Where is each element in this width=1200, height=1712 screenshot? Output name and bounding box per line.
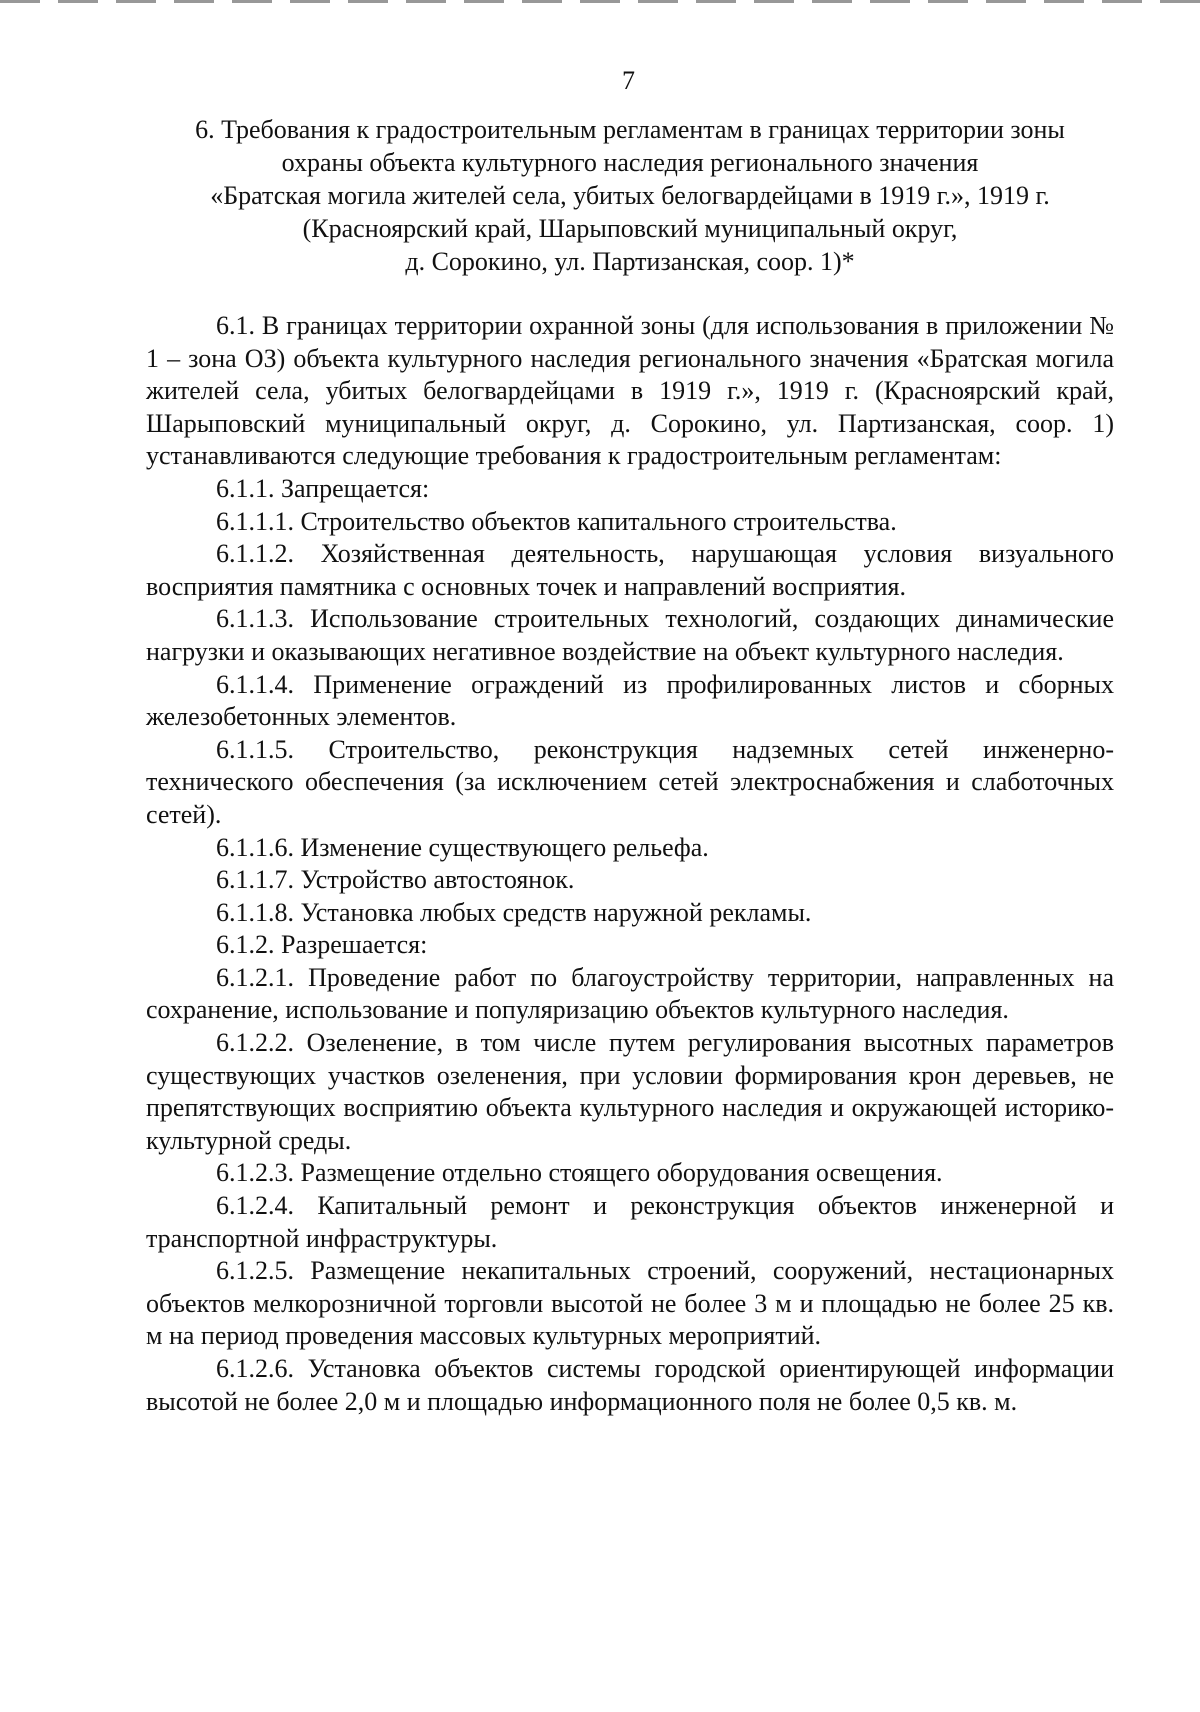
heading-line: д. Сорокино, ул. Партизанская, соор. 1)* [405,247,855,276]
paragraph-6-1-2-5: 6.1.2.5. Размещение некапитальных строений, сооружений, нестационарных объектов мелкорозничной торговли высотой не более 3 м и площадью не более 25 кв. м на период проведения массовых культурных мероприятий. [146,1256,1114,1351]
paragraph-6-1-1: 6.1.1. Запрещается: [216,473,430,503]
paragraph-6-1-2: 6.1.2. Разрешается: [216,930,428,960]
paragraph-6-1-1-2: 6.1.1.2. Хозяйственная деятельность, нарушающая условия визуального восприятия памятника с основных точек и направлений восприятия. [146,539,1114,601]
paragraph-6-1: 6.1. В границах территории охранной зоны (для использования в приложении № 1 – зона ОЗ) объекта культурного наследия регионального значения «Братская могила жителей села, убитых белогвардейцами в 1919 г.», 1919 г. (Красноярский край, Шарыповский муниципальный округ, д. Сорокино, ул. Партизанская, соор. 1) устанавливаются следующие требования к градостроительным регламентам: [146,311,1114,471]
section-heading [146,113,1114,278]
paragraph-6-1-2-1: 6.1.2.1. Проведение работ по благоустройству территории, направленных на сохранение, использование и популяризацию объектов культурного наследия. [146,962,1114,1025]
paragraph-6-1-1-3: 6.1.1.3. Использование строительных технологий, создающих динамические нагрузки и оказывающих негативное воздействие на объект культурного наследия. [146,604,1114,666]
paragraph-6-1-2-3: 6.1.2.3. Размещение отдельно стоящего оборудования освещения. [216,1158,943,1188]
paragraph-6-1-1-5: 6.1.1.5. Строительство, реконструкция надземных сетей инженерно-технического обеспечения (за исключением сетей электроснабжения и слаботочных сетей). [146,734,1114,829]
paragraph-6-1-1-1: 6.1.1.1. Строительство объектов капитального строительства. [216,506,897,536]
paragraph-6-1-2-6: 6.1.2.6. Установка объектов системы городской ориентирующей информации высотой не более 2,0 м и площадью информационного поля не более 0,5 кв. м. [146,1354,1114,1416]
heading-line: «Братская могила жителей села, убитых белогвардейцами в 1919 г.», 1919 г. [210,181,1050,210]
heading-line: охраны объекта культурного наследия регионального значения [281,148,979,177]
paragraph-6-1-1-7: 6.1.1.7. Устройство автостоянок. [216,865,575,895]
paragraph-6-1-2-2: 6.1.2.2. Озеленение, в том числе путем регулирования высотных параметров существующих участков озеленения, при условии формирования крон деревьев, не препятствующих восприятию объекта культурного наследия и окружающей историко-культурной среды. [146,1028,1114,1155]
document-body [146,310,1114,1418]
paragraph-6-1-2-4: 6.1.2.4. Капитальный ремонт и реконструкция объектов инженерной и транспортной инфраструктуры. [146,1191,1114,1253]
paragraph-6-1-1-6: 6.1.1.6. Изменение существующего рельефа. [216,832,709,862]
scan-top-edge [0,0,1200,3]
page-number: 7 [622,66,635,95]
paragraph-6-1-1-4: 6.1.1.4. Применение ограждений из профилированных листов и сборных железобетонных элементов. [146,669,1114,732]
heading-line: (Красноярский край, Шарыповский муниципальный округ, [302,214,958,243]
heading-line: 6. Требования к градостроительным регламентам в границах территории зоны [195,115,1065,144]
paragraph-6-1-1-8: 6.1.1.8. Установка любых средств наружной рекламы. [216,897,812,927]
